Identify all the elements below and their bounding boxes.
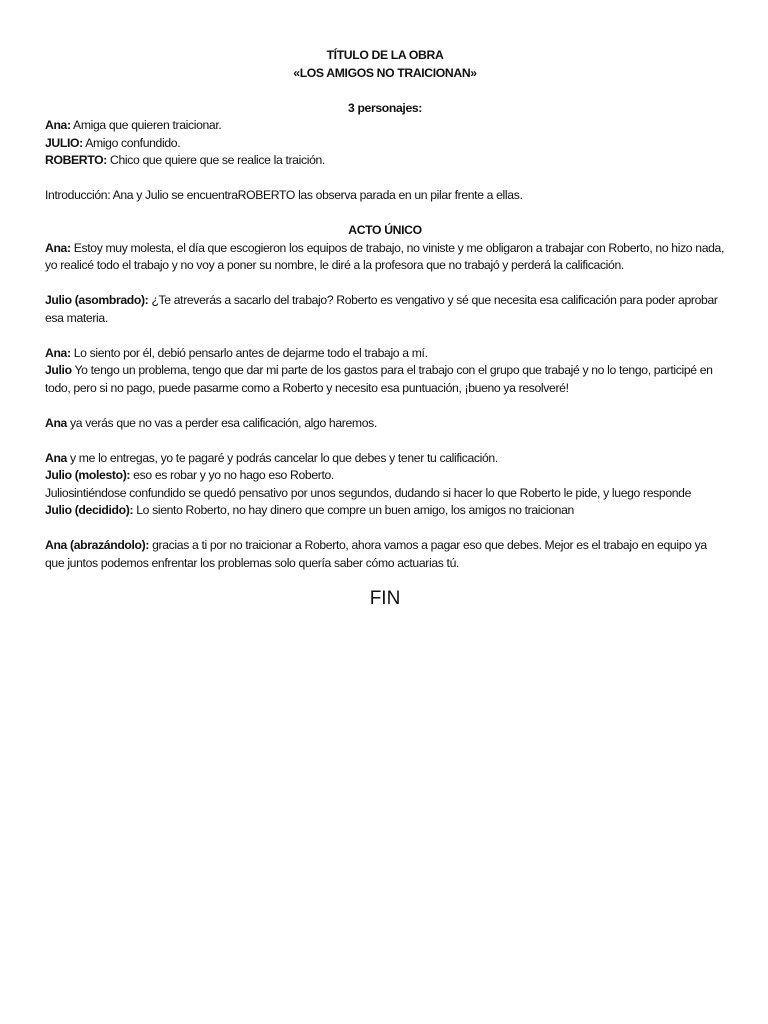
character-name: Ana: bbox=[45, 118, 71, 132]
script-document bbox=[45, 47, 725, 611]
end-marker: FIN bbox=[369, 588, 401, 609]
act-heading: ACTO ÚNICO bbox=[348, 223, 422, 237]
character-ana bbox=[45, 117, 725, 135]
line-text: ya verás que no vas a perder esa calificación, algo haremos. bbox=[66, 415, 377, 430]
line-text: y me lo entregas, yo te pagaré y podrás cancelar lo que debes y tener tu calificación. bbox=[66, 450, 498, 465]
line-text: gracias a ti por no traicionar a Roberto, ahora vamos a pagar eso que debes. Mejor es el trabajo en equipo ya que juntos podemos enfrentar los problemas solo quería saber cómo actuarias tú. bbox=[45, 538, 707, 570]
line-text: eso es robar y yo no hago eso Roberto. bbox=[130, 468, 334, 482]
line-text: Lo siento Roberto, no hay dinero que compre un buen amigo, los amigos no traicionan bbox=[133, 503, 574, 517]
introduction: Introducción: Ana y Julio se encuentraROBERTO las observa parada en un pilar frente a ellas. bbox=[45, 188, 523, 202]
stage-direction bbox=[45, 485, 725, 503]
dialogue-line bbox=[45, 345, 725, 363]
dialogue-line bbox=[45, 415, 725, 433]
title-line-1: TÍTULO DE LA OBRA bbox=[326, 48, 444, 62]
dialogue-line bbox=[45, 292, 725, 327]
speaker: Ana bbox=[45, 450, 67, 465]
character-desc: Amiga que quieren traicionar. bbox=[70, 118, 222, 132]
speaker: Ana bbox=[45, 415, 67, 430]
dialogue-line bbox=[45, 362, 725, 397]
speaker: Ana: bbox=[45, 345, 71, 360]
dialogue-line bbox=[45, 450, 725, 468]
line-text: ¿Te atreverás a sacarlo del trabajo? Roberto es vengativo y sé que necesita esa calificación para poder aprobar esa materia. bbox=[45, 293, 718, 325]
speaker: Ana: bbox=[45, 240, 71, 255]
character-name: ROBERTO: bbox=[45, 153, 107, 167]
line-text: Juliosintiéndose confundido se quedó pensativo por unos segundos, dudando si hacer lo que Roberto le pide, y luego responde bbox=[45, 485, 692, 500]
dialogue-line bbox=[45, 240, 725, 275]
line-text: Estoy muy molesta, el día que escogieron los equipos de trabajo, no viniste y me obligaron a trabajar con Roberto, no hizo nada, yo realicé todo el trabajo y no voy a poner su nombre, le diré a la profesora que no trabajó y perderá la calificación. bbox=[45, 240, 725, 272]
speaker: Ana (abrazándolo): bbox=[45, 538, 150, 552]
character-julio bbox=[45, 135, 725, 153]
line-text: Lo siento por él, debió pensarlo antes de dejarme todo el trabajo a mí. bbox=[70, 345, 428, 360]
title-line-2: «LOS AMIGOS NO TRAICIONAN» bbox=[293, 65, 477, 80]
dialogue-line bbox=[45, 467, 725, 485]
character-name: JULIO: bbox=[45, 135, 83, 150]
dialogue-line bbox=[45, 502, 725, 520]
character-desc: Chico que quiere que se realice la traición. bbox=[106, 153, 325, 167]
speaker: Julio bbox=[45, 363, 72, 377]
speaker: Julio (asombrado): bbox=[45, 293, 149, 307]
characters-heading: 3 personajes: bbox=[347, 100, 423, 115]
speaker: Julio (molesto): bbox=[45, 468, 131, 482]
character-desc: Amigo confundido. bbox=[82, 135, 181, 150]
character-roberto bbox=[45, 152, 725, 170]
dialogue-line bbox=[45, 537, 725, 572]
line-text: Yo tengo un problema, tengo que dar mi parte de los gastos para el trabajo con el grupo que trabajé y no lo tengo, participé en todo, pero si no pago, puede pasarme como a Roberto y necesito esa puntuación, ¡bueno ya resolveré! bbox=[45, 363, 713, 395]
speaker: Julio (decidido): bbox=[45, 503, 134, 517]
